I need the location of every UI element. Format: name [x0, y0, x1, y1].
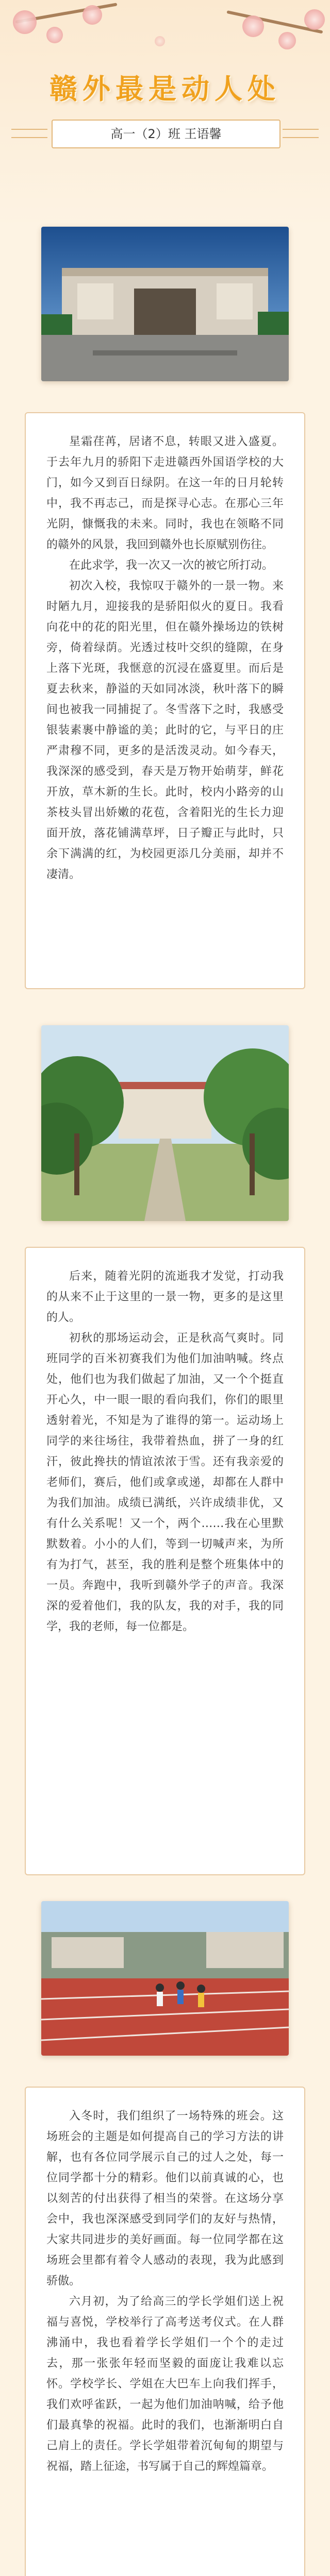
page-title: 赣外最是动人处 — [50, 73, 280, 105]
school-gate-photo — [41, 227, 289, 381]
blossom-decoration — [242, 15, 264, 37]
paragraph: 六月初，为了给高三的学长学姐们送上祝福与喜悦，学校举行了高考送考仪式。在人群沸涌中，我也看着学长学姐们一个个的走过去，那一张张年轻而坚毅的面庞让我难以忘怀。学校学长、学姐在大巴车上向我们挥手，我们欢呼雀跃，一起为他们加油呐喊，给予他们最真挚的祝福。此时的我们，也渐渐明白自己肩上的责任。学长学姐带着沉甸甸的期望与祝福，踏上征途，书写属于自己的辉煌篇章。 — [46, 2295, 284, 2473]
paragraph: 初次入校，我惊叹于赣外的一景一物。来时陋九月，迎接我的是骄阳似火的夏日。我看向花中的花的阳光里，但在赣外操场边的铁树旁，倚着绿荫。光透过枝叶交织的缝隙，在身上落下光斑，我惬意的沉浸在盛夏里。而后是夏去秋来，静溢的天如同冰淡，秋叶落下的瞬间也被我一同捕捉了。冬雪落下之时，我感受银装素裹中静谧的美；此时的它，与平日的庄严肃穆不同，更多的是活泼灵动。如今春天，我深深的感受到，春天是万物开始萌芽，鲜花开放，草木新的生长。此时，校内小路旁的山茶枝头冒出娇嫩的花苞，含着阳光的生长力迎面开放，落花铺满草坪，日子瓣正与此时，只余下满满的红，为校园更添几分美丽，却并不凄清。 — [46, 580, 284, 881]
byline-decoration-right — [283, 129, 319, 138]
paragraph: 在此求学，我一次又一次的被它所打动。 — [69, 559, 274, 572]
blossom-decoration — [278, 32, 296, 49]
blossom-decoration — [13, 10, 37, 34]
paragraph: 初秋的那场运动会，正是秋高气爽时。同班同学的百米初赛我们为他们加油呐喊。终点处，他们也为我们做起了加油，又一个个挺直开心久，中一眼一眼的看向我们，你们的眼里透射着光，不知是为了谁得的第一。运动场上同学的来往场往，我带着热血，拼了一身的红汗，彼此搀扶的情谊浓浓于雪。还有我亲爱的老师们，赛后，他们或拿或递，却都在人群中为我们加油。成绩已满纸，兴许成绩非优，又有什么关系呢！又一个，两个……我在心里默默数着。小小的人们，等到一切喊声来，为所有为打气，甚至，我的胜利是整个班集体中的一员。奔跑中，我听到赣外学子的声音。我深深的爱着他们，我的队友，我的对手，我的同学，我的老师，每一位都是。 — [46, 1332, 284, 1633]
blossom-decoration — [82, 5, 102, 25]
author-byline: 高一（2）班 王语馨 — [110, 127, 222, 141]
paragraph: 星霜荏苒，居诸不息，转眼又进入盛夏。于去年九月的骄阳下走进赣西外国语学校的大门，如今又到百日绿阴。在这一年的日月轮转中，我不再志己，而是探寻心志。在那心三年光阴，慷慨我的未来。同时，我也在领略不同的赣外的风景，我回到赣外也长原赋别伤往。 — [46, 435, 284, 551]
paragraph: 入冬时，我们组织了一场特殊的班会。这场班会的主题是如何提高自己的学习方法的讲解，也有各位同学展示自己的过人之处，每一位同学都十分的精彩。他们以前真诚的心，也以刻苦的付出获得了相当的荣誉。在这场分享会中，我也深深感受到同学们的友好与热情，大家共同进步的美好画面。每一位同学都在这场班会里都有着令人感动的表现，我为此感到骄傲。 — [46, 2110, 284, 2287]
header-banner — [0, 0, 330, 227]
text-card-1 — [25, 412, 305, 989]
sports-track-photo — [41, 1901, 289, 2056]
text-card-3 — [25, 2087, 305, 2576]
text-card-2 — [25, 1247, 305, 1875]
blossom-decoration — [155, 36, 165, 46]
paragraph: 后来，随着光阴的流逝我才发觉，打动我的从来不止于这里的一景一物，更多的是这里的人。 — [46, 1270, 284, 1324]
blossom-decoration — [46, 27, 63, 43]
byline-band — [52, 120, 280, 148]
byline-decoration-left — [11, 129, 47, 138]
campus-path-photo — [41, 1025, 289, 1221]
blossom-decoration — [304, 9, 325, 30]
